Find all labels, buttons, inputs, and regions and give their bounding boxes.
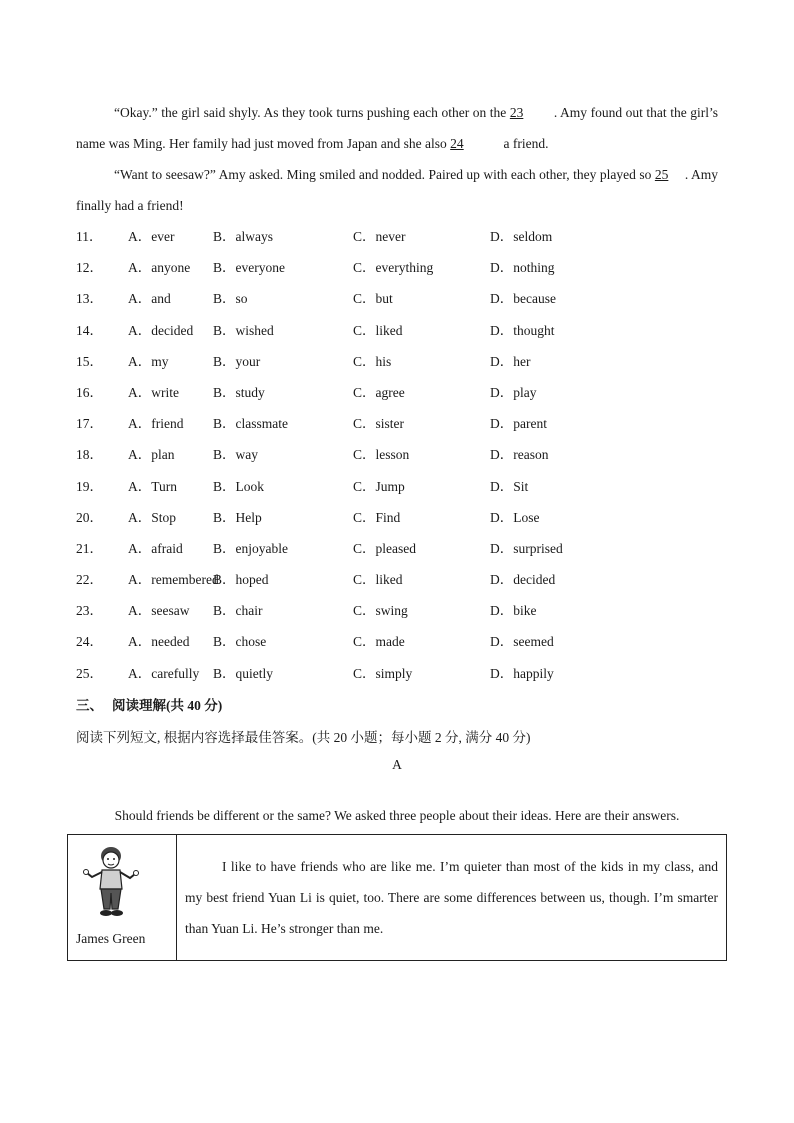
option-b: B．classmate <box>213 416 288 432</box>
option-c: C．pleased <box>353 540 416 556</box>
option-c: C．made <box>353 634 405 650</box>
question-row <box>76 597 718 628</box>
option-c: C．everything <box>353 260 434 276</box>
question-row <box>76 348 718 379</box>
question-row <box>76 410 718 441</box>
option-d: D．her <box>490 353 531 369</box>
option-a: A．afraid <box>128 540 183 556</box>
question-number: 12． <box>76 260 103 276</box>
answer-blank: 23 <box>509 105 524 120</box>
option-b: B．Help <box>213 509 262 525</box>
option-d: D．happily <box>490 665 554 681</box>
story-paragraph-1 <box>76 97 718 159</box>
option-a: A．carefully <box>128 665 200 681</box>
passage-label: A <box>392 757 402 772</box>
option-a: A．remembered <box>128 572 219 588</box>
question-number: 18． <box>76 447 103 463</box>
option-b: B．quietly <box>213 665 273 681</box>
option-d: D．Lose <box>490 509 540 525</box>
option-d: D．decided <box>490 572 556 588</box>
question-number: 16． <box>76 384 103 400</box>
passage-intro: Should friends be different or the same? We asked three people about their ideas. Here are their answers. <box>114 808 680 823</box>
question-number: 15． <box>76 353 103 369</box>
question-number: 20． <box>76 509 103 525</box>
option-a: A．my <box>128 353 169 369</box>
story-text: . Amy found out that the girl’s name was Ming. Her family had just moved from Japan and she also <box>76 105 718 151</box>
option-b: B．chair <box>213 603 263 619</box>
section-title: 阅读理解(共 40 分) <box>112 698 223 713</box>
question-number: 14． <box>76 322 103 338</box>
option-d: D．parent <box>490 416 547 432</box>
question-number: 22． <box>76 572 103 588</box>
option-b: B．study <box>213 384 265 400</box>
question-number: 24． <box>76 634 103 650</box>
question-options-list <box>76 223 718 691</box>
option-a: A．plan <box>128 447 175 463</box>
question-number: 11． <box>76 229 103 244</box>
option-c: C．his <box>353 353 392 369</box>
option-d: D．Sit <box>490 478 529 494</box>
option-c: C．Find <box>353 509 401 525</box>
question-row <box>76 379 718 410</box>
option-a: A．decided <box>128 322 194 338</box>
option-a: A．Turn <box>128 478 178 494</box>
section-instruction: 阅读下列短文, 根据内容选择最佳答案。(共 20 小题；每小题 2 分, 满分 40 分) <box>76 730 531 745</box>
option-c: C．sister <box>353 416 405 432</box>
option-b: B．wished <box>213 322 274 338</box>
question-number: 17． <box>76 416 103 432</box>
answer-blank: 24 <box>450 136 464 151</box>
option-a: A．seesaw <box>128 603 190 619</box>
question-number: 19． <box>76 478 103 494</box>
opinion-text: I like to have friends who are like me. I’m quieter than most of the kids in my class, and my best friend Yuan Li is quiet, too. There are some differences between us, though. I’m smarter than Yuan Li. He’s stronger than me. <box>185 859 718 936</box>
person-opinion-text <box>185 851 718 944</box>
opinion-table <box>67 834 727 961</box>
question-row <box>76 285 718 316</box>
person-name: James Green <box>76 931 146 946</box>
question-number: 25． <box>76 665 103 681</box>
option-b: B．hoped <box>213 572 269 588</box>
option-d: D．thought <box>490 322 555 338</box>
option-c: C．swing <box>353 603 408 619</box>
option-b: B．so <box>213 291 248 307</box>
option-a: A．ever <box>128 229 175 244</box>
question-row <box>76 317 718 348</box>
option-d: D．nothing <box>490 260 555 276</box>
option-b: B．way <box>213 447 258 463</box>
answer-blank: 25 <box>654 167 669 182</box>
question-number: 21． <box>76 540 103 556</box>
option-d: D．surprised <box>490 540 563 556</box>
question-row <box>76 535 718 566</box>
option-b: B．enjoyable <box>213 540 288 556</box>
story-text: “Okay.” the girl said shyly. As they took turns pushing each other on the <box>114 105 510 120</box>
option-b: B．always <box>213 229 273 244</box>
option-c: C．liked <box>353 322 403 338</box>
option-c: C．never <box>353 229 406 244</box>
option-b: B．Look <box>213 478 265 494</box>
story-text: “Want to seesaw?” Amy asked. Ming smiled and nodded. Paired up with each other, they played so <box>114 167 655 182</box>
option-d: D．because <box>490 291 556 307</box>
question-row <box>76 473 718 504</box>
question-row <box>76 441 718 472</box>
option-a: A．anyone <box>128 260 191 276</box>
section-number: 三、 <box>76 698 103 713</box>
story-text: . Amy finally had a friend! <box>76 167 718 213</box>
question-number: 23． <box>76 603 103 619</box>
question-row <box>76 566 718 597</box>
option-c: C．lesson <box>353 447 410 463</box>
option-c: C．agree <box>353 384 405 400</box>
section-heading <box>76 694 222 714</box>
question-row <box>76 223 718 254</box>
option-b: B．everyone <box>213 260 285 276</box>
cartoon-boy-icon <box>80 843 142 921</box>
option-a: A．write <box>128 384 179 400</box>
option-d: D．reason <box>490 447 549 463</box>
option-b: B．chose <box>213 634 267 650</box>
option-c: C．Jump <box>353 478 405 494</box>
person-cell <box>68 835 177 960</box>
option-a: A．needed <box>128 634 190 650</box>
story-paragraph-2 <box>76 159 718 221</box>
option-c: C．but <box>353 291 393 307</box>
question-number: 13． <box>76 291 103 307</box>
option-c: C．simply <box>353 665 413 681</box>
option-d: D．seemed <box>490 634 554 650</box>
option-c: C．liked <box>353 572 403 588</box>
question-row <box>76 504 718 535</box>
option-a: A．Stop <box>128 509 177 525</box>
question-row <box>76 628 718 659</box>
story-text: a friend. <box>500 136 549 151</box>
option-d: D．play <box>490 384 537 400</box>
option-b: B．your <box>213 353 261 369</box>
option-d: D．bike <box>490 603 537 619</box>
option-a: A．friend <box>128 416 184 432</box>
option-a: A．and <box>128 291 171 307</box>
question-row <box>76 660 718 691</box>
option-d: D．seldom <box>490 229 553 244</box>
question-row <box>76 254 718 285</box>
